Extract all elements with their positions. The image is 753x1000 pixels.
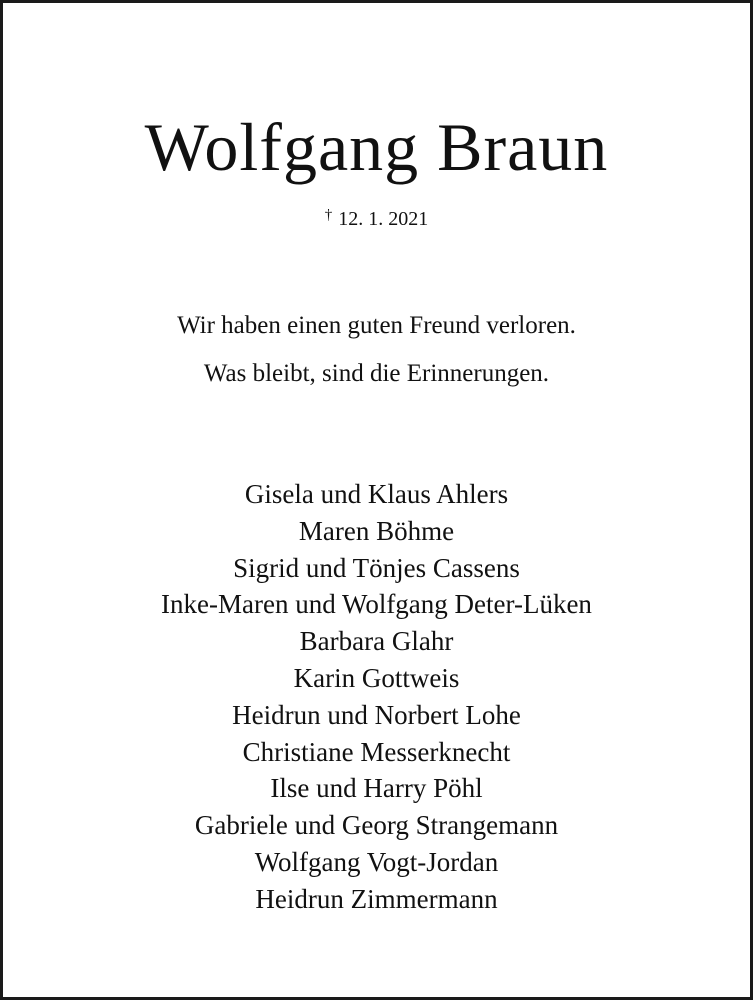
mourner-item: Inke-Maren und Wolfgang Deter-Lüken: [161, 589, 592, 620]
cross-icon: †: [324, 207, 333, 223]
quote-line-2: Was bleibt, sind die Erinnerungen.: [203, 360, 550, 387]
quote-line-1: Wir haben einen guten Freund verloren.: [177, 312, 576, 339]
mourner-item: Wolfgang Vogt-Jordan: [254, 846, 499, 877]
mourner-item: Christiane Messerknecht: [242, 736, 511, 767]
mourners-list: [3, 476, 750, 918]
mourner-item: Barbara Glahr: [299, 626, 454, 657]
mourner-item: Ilse und Harry Pöhl: [270, 773, 483, 804]
mourner-item: Karin Gottweis: [293, 662, 460, 693]
mourner-item: Maren Böhme: [298, 515, 455, 546]
death-date-line: [3, 201, 750, 233]
mourner-item: Gabriele und Georg Strangemann: [194, 810, 559, 841]
deceased-name: Wolfgang Braun: [144, 109, 609, 185]
death-date: 12. 1. 2021: [338, 208, 429, 230]
mourner-item: Heidrun und Norbert Lohe: [232, 699, 521, 730]
mourner-item: Gisela und Klaus Ahlers: [244, 479, 509, 509]
mourner-item: Sigrid und Tönjes Cassens: [233, 552, 520, 583]
mourner-item: Heidrun Zimmermann: [255, 883, 498, 914]
